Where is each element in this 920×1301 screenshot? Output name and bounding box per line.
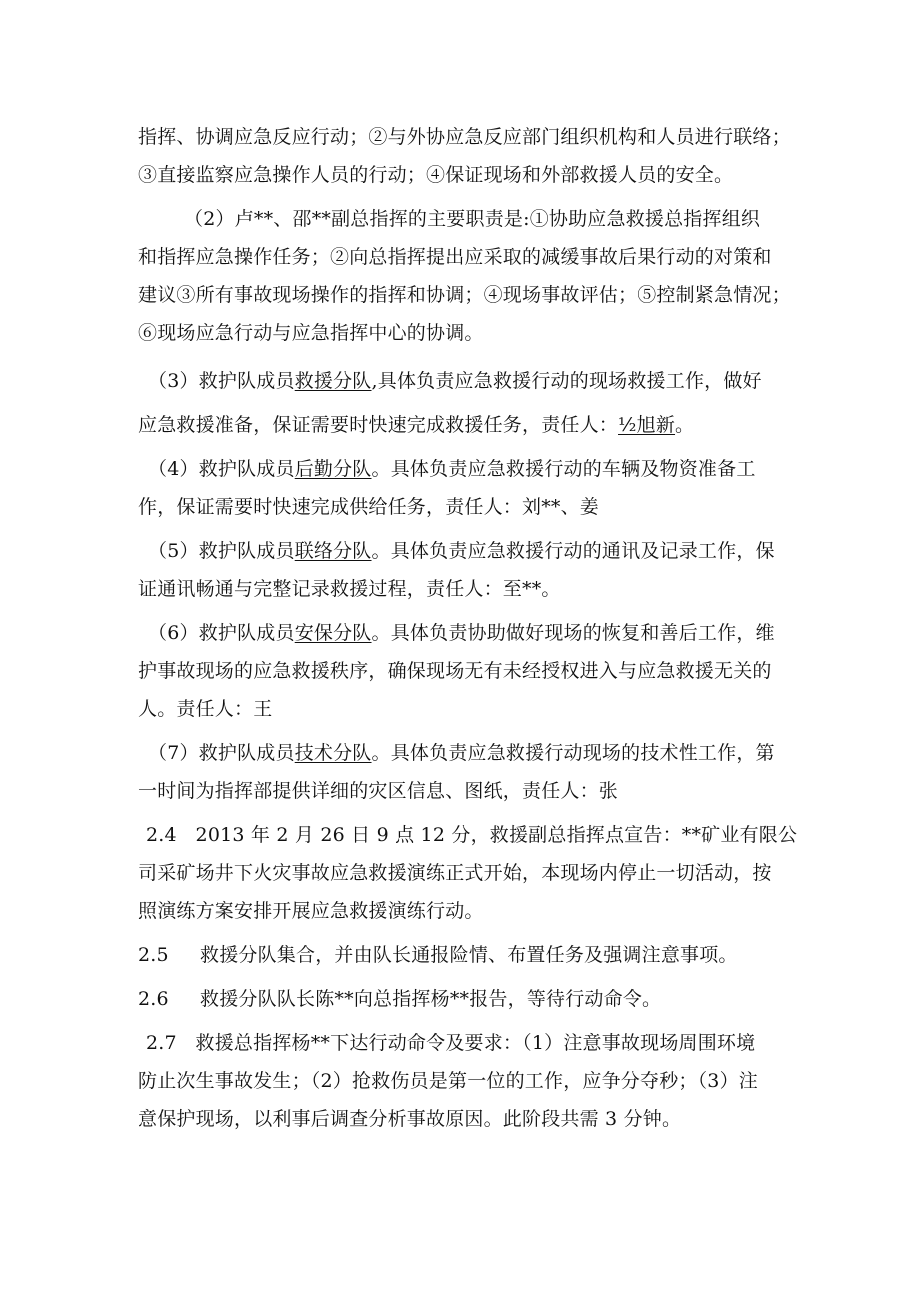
section-2-6: [138, 980, 820, 1018]
paragraph-liaison-team: [138, 532, 820, 608]
text-span: （5）救护队成员: [148, 540, 295, 562]
text-line: ③直接监察应急操作人员的行动；④保证现场和外部救援人员的安全。: [138, 164, 734, 186]
text-line: 护事故现场的应急救援秩序，确保现场无有未经授权进入与应急救援无关的: [138, 660, 772, 682]
paragraph-technical-team: [138, 734, 820, 810]
text-line: 指挥、协调应急反应行动；②与外协应急反应部门组织机构和人员进行联络；: [138, 126, 791, 148]
text-line: 2.4 2013 年 2 月 26 日 9 点 12 分，救援副总指挥点宣告：**矿业有限公: [146, 824, 798, 846]
text-line: [138, 614, 820, 652]
underlined-team-name: 后勤分队: [294, 458, 372, 480]
paragraph-deputy-commander: [138, 200, 820, 352]
section-2-7: [138, 1024, 820, 1138]
text-line: ⑥现场应急行动与应急指挥中心的协调。: [138, 322, 484, 344]
text-span: 。: [675, 414, 695, 436]
text-line: 2.7 救援总指挥杨**下达行动命令及要求：（1）注意事故现场周围环境: [146, 1032, 756, 1054]
text-line: 照演练方案安排开展应急救援演练行动。: [138, 900, 484, 922]
paragraph-rescue-team: [138, 362, 820, 444]
text-span: 。具体负责应急救援行动的车辆及物资准备工: [371, 458, 756, 480]
underlined-team-name: 安保分队: [294, 622, 372, 644]
paragraph-security-team: [138, 614, 820, 728]
text-line: 一时间为指挥部提供详细的灾区信息、图纸，责任人：张: [138, 780, 619, 802]
underlined-team-name: 救援分队: [294, 370, 372, 392]
underlined-team-name: 联络分队: [294, 540, 372, 562]
text-line: 2.6 救援分队队长陈**向总指挥杨**报告，等待行动命令。: [138, 988, 662, 1010]
text-span: 。具体负责应急救援行动的通讯及记录工作，保: [371, 540, 775, 562]
text-line: 司采矿场井下火灾事故应急救援演练正式开始，本现场内停止一切活动，按: [138, 862, 772, 884]
section-2-5: [138, 936, 820, 974]
text-span: （4）救护队成员: [148, 458, 295, 480]
paragraph-commander-duties: [138, 118, 820, 194]
text-span: （6）救护队成员: [148, 622, 295, 644]
text-span: （3）救护队成员: [148, 370, 295, 392]
text-line: 建议③所有事故现场操作的指挥和协调；④现场事故评估；⑤控制紧急情况；: [138, 284, 791, 306]
document-page: [138, 118, 820, 1138]
text-line: 证通讯畅通与完整记录救援过程，责任人：至**。: [138, 578, 561, 600]
text-line: [138, 406, 820, 444]
underlined-team-name: 技术分队: [294, 742, 372, 764]
text-line: 作，保证需要时快速完成供给任务，责任人：刘**、姜: [138, 496, 600, 518]
text-line: [138, 532, 820, 570]
text-span: （7）救护队成员: [148, 742, 295, 764]
text-span: ,具体负责应急救援行动的现场救援工作，做好: [371, 370, 762, 392]
underlined-person-name: ½旭新: [618, 414, 676, 436]
text-line: 2.5 救援分队集合，并由队长通报险情、布置任务及强调注意事项。: [138, 944, 738, 966]
text-span: 。具体负责协助做好现场的恢复和善后工作，维: [371, 622, 775, 644]
text-line: [138, 362, 820, 400]
text-line: 意保护现场，以利事后调查分析事故原因。此阶段共需 3 分钟。: [138, 1108, 682, 1130]
text-line: 和指挥应急操作任务；②向总指挥提出应采取的减缓事故后果行动的对策和: [138, 246, 772, 268]
text-span: 。具体负责应急救援行动现场的技术性工作，第: [371, 742, 775, 764]
text-line: [138, 450, 820, 488]
section-2-4: [138, 816, 820, 930]
text-span: 应急救援准备，保证需要时快速完成救援任务，责任人：: [138, 414, 619, 436]
text-line: [138, 734, 820, 772]
text-line: 防止次生事故发生；（2）抢救伤员是第一位的工作，应争分夺秒；（3）注: [138, 1070, 758, 1092]
text-line: 人。责任人：王: [138, 698, 273, 720]
text-line: （2）卢**、邵**副总指挥的主要职责是:①协助应急救援总指挥组织: [184, 208, 761, 230]
paragraph-logistics-team: [138, 450, 820, 526]
